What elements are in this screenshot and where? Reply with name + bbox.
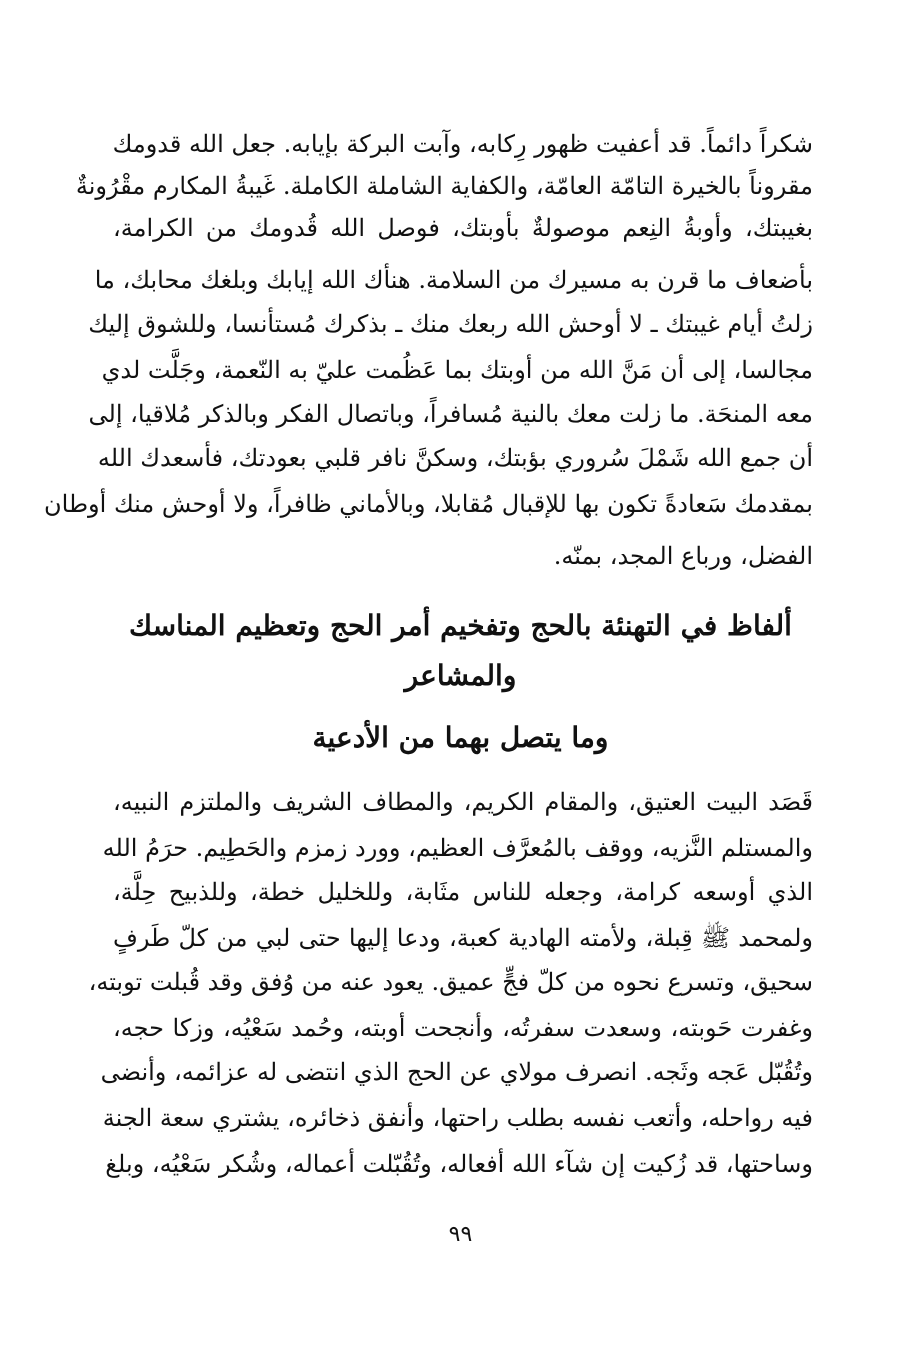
- section-heading: ألفاظ في التهنئة بالحج وتفخيم أمر الحج وتعظيم المناسك: [129, 609, 792, 642]
- paragraph-2-line: ولمحمد ﷺ قِبلة، ولأمته الهادية كعبة، ودعا إليها حتى لبي من كلّ طَرفٍ: [113, 924, 813, 952]
- paragraph-2-line: وساحتها، قد زُكيت إن شآء الله أفعاله، وتُقُبّلت أعماله، وشُكر سَعْيُه، وبلغ: [105, 1150, 813, 1178]
- section-heading-continuation: والمشاعر: [404, 659, 517, 692]
- paragraph-2-line: سحيق، وتسرع نحوه من كلّ فجٍّ عميق. يعود عنه من وُفق وقد قُبلت توبته،: [88, 968, 813, 996]
- paragraph-1-line: شكراً دائماً. قد أعفيت ظهور رِكابه، وآبت البركة بإيابه. جعل الله قدومك: [112, 130, 813, 158]
- paragraph-1-line: زلتُ أيام غيبتك ـ لا أوحش الله ربعك منك ـ بذكرك مُستأنسا، وللشوق إليك: [88, 310, 813, 338]
- paragraph-2-line: وغفرت حَوبته، وسعدت سفرتُه، وأنجحت أوبته، وحُمد سَعْيُه، وزكا حجه،: [113, 1014, 813, 1042]
- paragraph-1-line: مجالسا، إلى أن مَنَّ الله من أوبتك بما عَظُمت عليّ به النّعمة، وجَلَّت لدي: [101, 356, 813, 384]
- paragraph-1-line: مقروناً بالخيرة التامّة العامّة، والكفاية الشاملة الكاملة. غَيبةُ المكارم مقْرُونةٌ: [75, 172, 813, 200]
- paragraph-2-line: وتُقُبّل عَجه وثَجه. انصرف مولاي عن الحج الذي انتضى له عزائمه، وأنضى: [100, 1058, 813, 1086]
- section-subheading: وما يتصل بهما من الأدعية: [312, 721, 609, 754]
- paragraph-2-line: والمستلم النَّزيه، ووقف بالمُعرَّف العظيم، وورد زمزم والحَطِيم. حرَمُ الله: [102, 834, 813, 862]
- paragraph-1-line: أن جمع الله شَمْلَ سُروري بؤبتك، وسكنَّ نافر قلبي بعودتك، فأسعدك الله: [97, 444, 813, 472]
- paragraph-1-line: بأضعاف ما قرن به مسيرك من السلامة. هنأك الله إيابك وبلغك محابك، ما: [94, 266, 813, 294]
- paragraph-2-line: فيه رواحله، وأتعب نفسه بطلب راحتها، وأنفق ذخائره، يشتري سعة الجنة: [102, 1104, 813, 1132]
- page-number: ٩٩: [448, 1222, 473, 1247]
- paragraph-2-line: قَصَد البيت العتيق، والمقام الكريم، والمطاف الشريف والملتزم النبيه،: [113, 788, 813, 816]
- paragraph-1-line: بمقدمك سَعادةً تكون بها للإقبال مُقابلا، وبالأماني ظافراً، ولا أوحش منك أوطان: [44, 490, 813, 518]
- paragraph-2-line: الذي أوسعه كرامة، وجعله للناس مثَابة، وللخليل خطة، وللذبيح حِلَّة،: [113, 878, 813, 906]
- paragraph-1-line: بغيبتك، وأوبةُ النِعم موصولةٌ بأوبتك، فوصل الله قُدومك من الكرامة،: [113, 214, 814, 242]
- paragraph-1-line: معه المنحَة. ما زلت معك بالنية مُسافراً، وباتصال الفكر وبالذكر مُلاقيا، إلى: [88, 400, 813, 428]
- paragraph-1-line: الفضل، ورباع المجد، بمنّه.: [553, 542, 813, 570]
